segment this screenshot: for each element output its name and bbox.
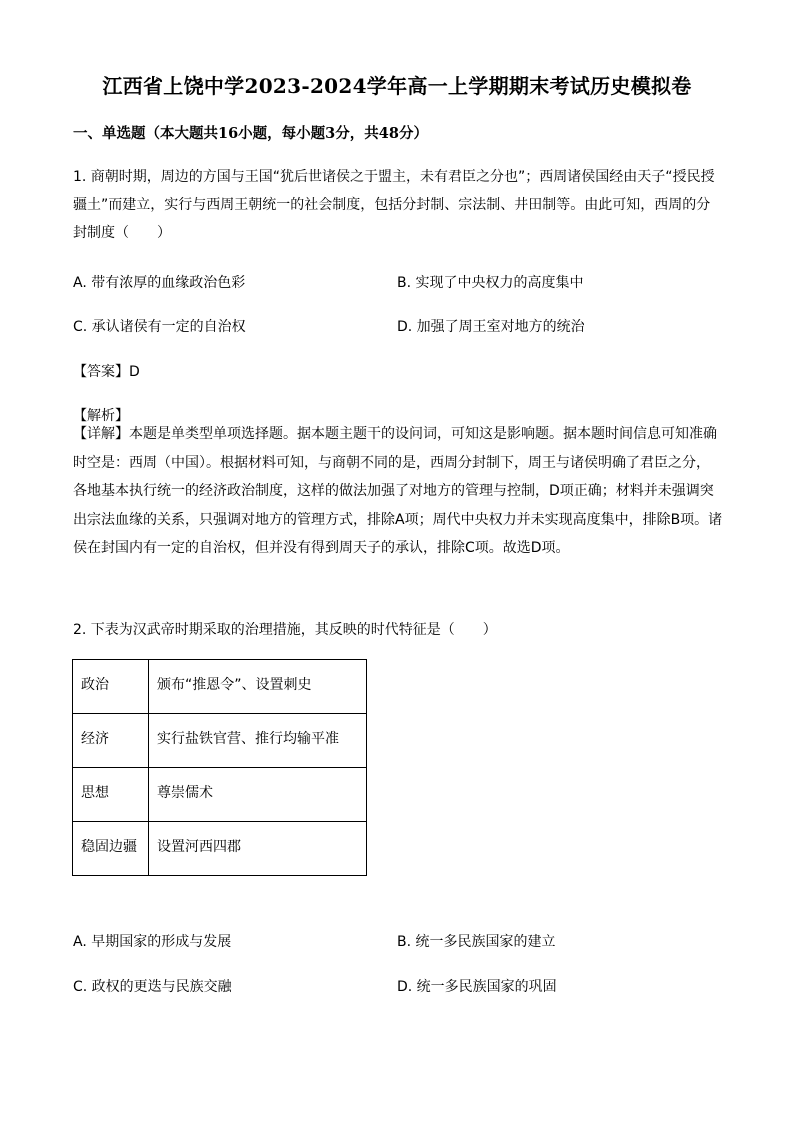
q2-option-a: A. 早期国家的形成与发展	[73, 934, 232, 950]
table-cell-key: 稳固边疆	[73, 822, 149, 876]
q1-option-d: D. 加强了周王室对地方的统治	[397, 319, 585, 335]
answer-value: D	[129, 364, 140, 380]
table-cell-key: 思想	[73, 768, 149, 822]
table-row	[73, 660, 367, 714]
measures-table	[72, 659, 367, 876]
q1-detail	[73, 420, 723, 563]
q1-option-b: B. 实现了中央权力的高度集中	[397, 275, 584, 291]
table-cell-value: 设置河西四郡	[149, 822, 367, 876]
q1-answer	[73, 362, 140, 382]
detail-text: 本题是单类型单项选择题。据本题主题干的设问词，可知这是影响题。据本题时间信息可知准确时空是：西周（中国）。根据材料可知，与商朝不同的是，西周分封制下，周王与诸侯明确了君臣之分，各地基本执行统一的经济政治制度，这样的做法加强了对地方的管理与控制，D项正确；材料并未强调突出宗法血缘的关系，只强调对地方的管理方式，排除A项；周代中央权力并未实现高度集中，排除B项。诸侯在封国内有一定的自治权，但并没有得到周天子的承认，排除C项。故选D项。	[73, 426, 723, 556]
table-cell-key: 政治	[73, 660, 149, 714]
question-1-stem: 1. 商朝时期，周边的方国与王国“犹后世诸侯之于盟主，未有君臣之分也”；西周诸侯国经由天子“授民授疆土”而建立，实行与西周王朝统一的社会制度，包括分封制、宗法制、井田制等。由此可知，西周的分封制度（ ）	[73, 169, 715, 241]
section-heading: 一、单选题（本大题共16小题，每小题3分，共48分）	[73, 125, 428, 142]
q2-option-b: B. 统一多民族国家的建立	[397, 934, 556, 950]
q1-option-a: A. 带有浓厚的血缘政治色彩	[73, 275, 246, 291]
table-cell-value: 实行盐铁官营、推行均输平准	[149, 714, 367, 768]
table-cell-key: 经济	[73, 714, 149, 768]
table-row	[73, 768, 367, 822]
question-2-stem: 2. 下表为汉武帝时期采取的治理措施，其反映的时代特征是（ ）	[73, 622, 497, 638]
detail-label: 【详解】	[73, 426, 129, 442]
answer-label: 【答案】	[73, 364, 129, 380]
q1-option-c: C. 承认诸侯有一定的自治权	[73, 319, 246, 335]
q2-option-d: D. 统一多民族国家的巩固	[397, 979, 557, 995]
q2-option-c: C. 政权的更迭与民族交融	[73, 979, 232, 995]
page-title: 江西省上饶中学2023-2024学年高一上学期期末考试历史模拟卷	[102, 74, 692, 98]
table-cell-value: 尊崇儒术	[149, 768, 367, 822]
q1-analysis-label: 【解析】	[73, 408, 129, 424]
table-cell-value: 颁布“推恩令”、设置刺史	[149, 660, 367, 714]
table-row	[73, 822, 367, 876]
table-row	[73, 714, 367, 768]
